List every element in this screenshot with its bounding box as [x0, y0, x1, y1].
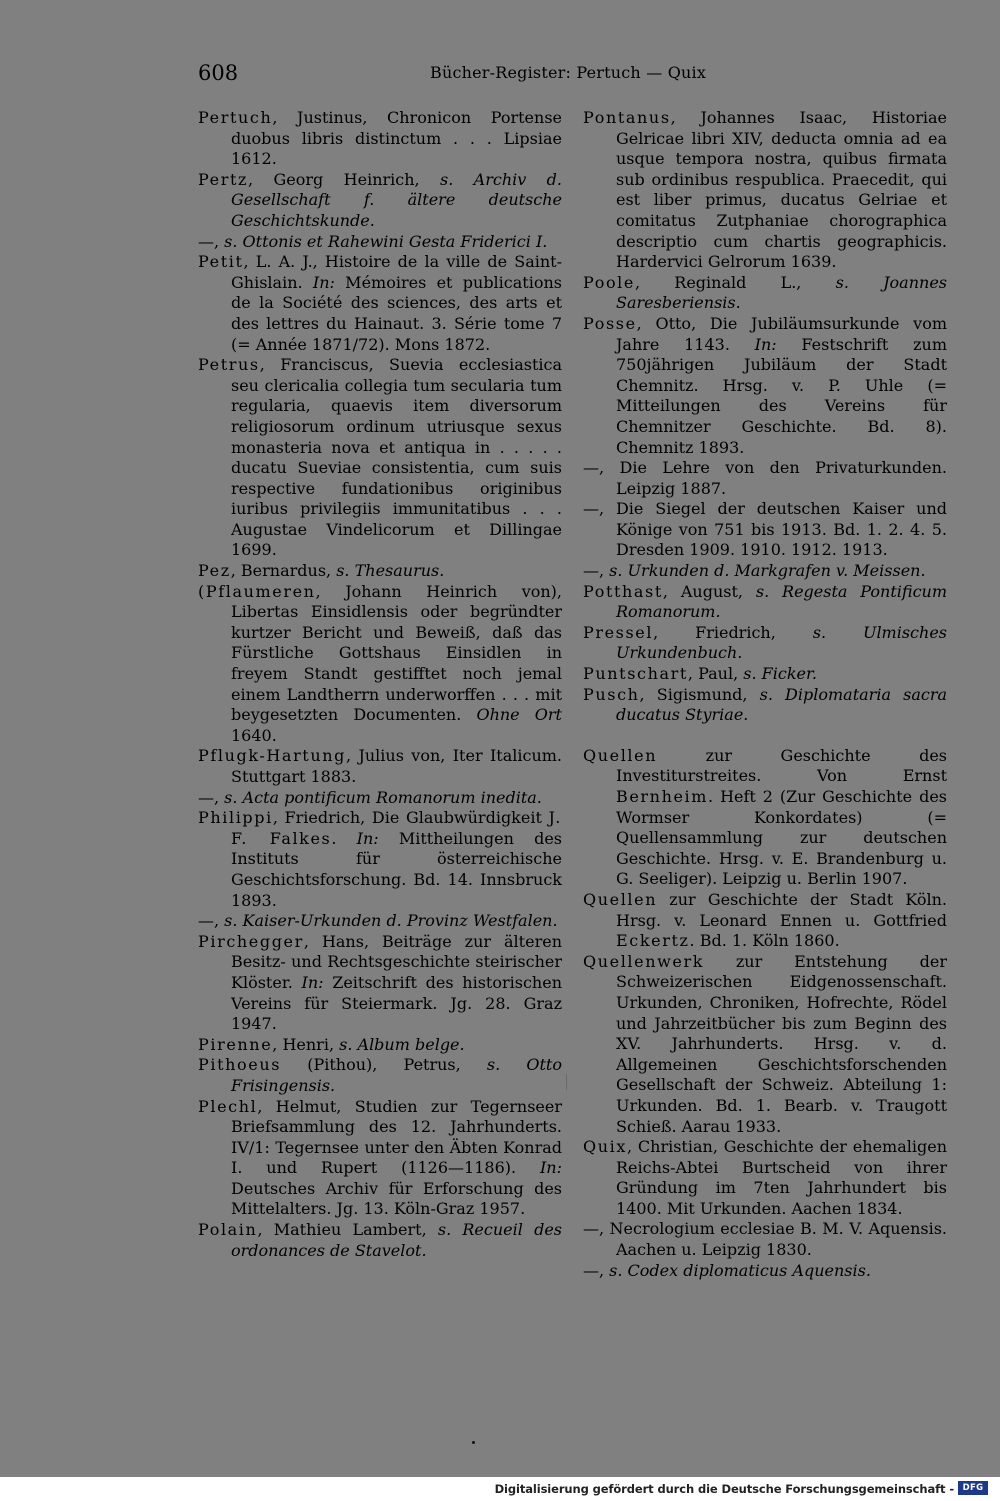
- italic-reference: In:: [356, 828, 379, 848]
- author-name: Pirenne: [198, 1034, 273, 1054]
- author-name: (Pflaumeren: [198, 581, 316, 601]
- author-name: Quix: [583, 1137, 627, 1157]
- italic-reference: s. Thesaurus.: [336, 561, 445, 581]
- entry-text: , Henri,: [272, 1034, 340, 1054]
- entry-text: , August,: [662, 581, 756, 601]
- author-name: Plechl: [198, 1096, 258, 1116]
- author-name: Pertuch: [198, 108, 273, 127]
- bibliography-entry: [198, 170, 562, 232]
- italic-reference: s. Codex diplomaticus Aquensis.: [609, 1260, 871, 1280]
- author-name: Posse: [583, 313, 637, 333]
- author-name: Pusch: [583, 684, 640, 704]
- bibliography-entry: [198, 1097, 562, 1221]
- author-name: Pithoeus: [198, 1055, 282, 1075]
- bibliography-entry: [583, 890, 947, 952]
- footer-bar: [0, 1477, 1000, 1501]
- bibliography-entry: [198, 808, 562, 911]
- entry-text: Deutsches Archiv für Erforschung des Mittelalters. Jg. 13. Köln-Graz 1957.: [231, 1178, 562, 1219]
- entry-text: —, Necrologium ecclesiae B. M. V. Aquensis. Aachen u. Leipzig 1830.: [583, 1219, 947, 1260]
- bibliography-entry: [583, 561, 947, 582]
- column-rule-mark: [566, 1074, 567, 1090]
- italic-reference: s. Acta pontificum Romanorum inedita.: [224, 787, 542, 807]
- entry-text: —,: [198, 231, 225, 251]
- entry-text: —,: [583, 1260, 610, 1280]
- entry-text: , Justinus, Chronicon Portense duobus libris distinctum . . . Lipsiae 1612.: [231, 108, 562, 169]
- author-name: Philippi: [198, 808, 273, 828]
- entry-text: , L. A. J., Histoire de la ville de Saint-Ghislain.: [231, 252, 562, 292]
- bibliography-entry: [583, 582, 947, 623]
- italic-reference: s. Kaiser-Urkunden d. Provinz Westfalen.: [224, 911, 558, 931]
- bibliography-entry: [583, 746, 947, 890]
- dfg-logo: DFG: [958, 1481, 988, 1495]
- bibliography-entry: [198, 582, 562, 747]
- italic-reference: s. Diplomataria sacra ducatus Styriae.: [616, 684, 947, 725]
- author-name: Quellenwerk: [583, 951, 705, 971]
- author-name: Quellen: [583, 889, 658, 909]
- bibliography-entry: [198, 1055, 562, 1096]
- author-name: Eckertz: [616, 931, 690, 951]
- entry-text: —,: [198, 911, 225, 931]
- author-name: Pirchegger: [198, 931, 304, 951]
- entry-text: , Sigismund,: [639, 684, 760, 704]
- author-name: Quellen: [583, 745, 658, 765]
- entry-text: , Johannes Isaac, Historiae Gelricae libri XIV, deducta omnia ad ea usque tempora nostra, quibus firmata sub ordinibus respublica. Praecedit, qui est liber primus, ducatus Gelriae et comitatus Zutphaniae chorographica descriptio cum chartis geographicis. Hardervici Gelrorum 1639.: [616, 108, 947, 272]
- section-gap: [583, 726, 947, 746]
- italic-reference: s. Ulmisches Urkundenbuch.: [616, 622, 948, 663]
- entry-text: , Julius von, Iter Italicum. Stuttgart 1883.: [231, 746, 562, 786]
- author-name: Pontanus: [583, 108, 671, 127]
- entry-text: zur Geschichte der Stadt Köln. Hrsg. v. Leonard Ennen u. Gottfried: [616, 889, 947, 930]
- bibliography-entry: [198, 746, 562, 787]
- entry-text: , Reginald L.,: [634, 272, 836, 292]
- bibliography-entry: [198, 252, 562, 355]
- bibliography-entry: [198, 932, 562, 1035]
- italic-reference: s. Urkunden d. Markgrafen v. Meissen.: [609, 561, 926, 581]
- bibliography-entry: [198, 788, 562, 809]
- entry-text: Mémoires et publications de la Société des sciences, des arts et des lettres du Hainaut. 3. Série tome 7 (= Année 1871/72). Mons 1872.: [231, 272, 562, 354]
- entry-text: . Heft 2 (Zur Geschichte des Wormser Konkordates) (= Quellensammlung zur deutschen Geschichte. Hrsg. v. E. Brandenburg u. G. Seeliger). Leipzig u. Berlin 1907.: [616, 787, 947, 889]
- italic-reference: s. Otto Frisingensis.: [231, 1055, 562, 1095]
- entry-text: zur Geschichte des Investiturstreites. Von Ernst: [616, 745, 947, 786]
- italic-reference: In:: [539, 1158, 562, 1178]
- bibliography-entry: [583, 1137, 947, 1219]
- entry-text: , Helmut, Studien zur Tegernseer Briefsammlung des 12. Jahrhunderts. IV/1: Tegernsee unter den Äbten Konrad I. und Rupert (1126—1186).: [231, 1096, 562, 1178]
- italic-reference: s. Ottonis et Rahewini Gesta Friderici I.: [224, 231, 548, 251]
- italic-reference: s. Album belge.: [339, 1034, 465, 1054]
- italic-reference: s. Regesta Pontificum Romanorum.: [616, 581, 947, 622]
- italic-reference: s. Archiv d. Gesellschaft f. ältere deutsche Geschichtskunde.: [231, 169, 563, 230]
- entry-text: 1640.: [231, 725, 277, 745]
- author-name: Pressel: [583, 622, 654, 642]
- entry-text: , Johann Heinrich von), Libertas Einsidlensis oder begründter kurtzer Bericht und Beweiß, daß das Fürstliche Gottshaus Einsidlen in freyem Standt gestifftet noch jemal einem Landtherrn underworffen . . . mit beygesetzten Documenten.: [231, 581, 562, 725]
- entry-text: , Otto, Die Jubiläumsurkunde vom Jahre 1143.: [616, 313, 947, 354]
- entry-text: —, Die Lehre von den Privaturkunden. Leipzig 1887.: [583, 458, 947, 498]
- italic-reference: In:: [312, 272, 335, 292]
- entry-text: Festschrift zum 750jährigen Jubiläum der Stadt Chemnitz. Hrsg. v. P. Uhle (= Mitteilungen des Vereins für Chemnitzer Geschichte. Bd. 8). Chemnitz 1893.: [616, 334, 947, 457]
- italic-reference: s. Recueil des ordonances de Stavelot.: [231, 1220, 562, 1260]
- author-name: Petit: [198, 252, 244, 272]
- italic-reference: Ohne Ort: [476, 705, 562, 725]
- entry-text: , Mathieu Lambert,: [257, 1220, 438, 1240]
- entry-text: Zeitschrift des historischen Vereins für Steiermark. Jg. 28. Graz 1947.: [231, 972, 562, 1034]
- entry-text: —,: [198, 787, 225, 807]
- entry-text: . Bd. 1. Köln 1860.: [689, 931, 840, 951]
- right-column: [583, 108, 947, 1281]
- bibliography-entry: [198, 561, 562, 582]
- author-name: Petrus: [198, 355, 260, 375]
- entry-text: , Franciscus, Suevia ecclesiastica seu clericalia collegia tum secularia tum regularia, quaevis item diversorum religiosorum ordinum utriusque sexus monasteria nova et antiqua in . . . . . ducatu Sueviae consistentia, cum suis respective fundationibus originibus iuribus privilegiis immunitatibus . . . Augustae Vindelicorum et Dillingae 1699.: [231, 355, 562, 560]
- entry-text: , Hans, Beiträge zur älteren Besitz- und Rechtsgeschichte steirischer Klöster.: [231, 931, 562, 992]
- author-name: J. F. Falkes: [231, 808, 562, 848]
- entry-text: —, Die Siegel der deutschen Kaiser und Könige von 751 bis 1913. Bd. 1. 2. 4. 5. Dresden 1909. 1910. 1912. 1913.: [583, 499, 947, 560]
- entry-text: , Paul,: [687, 664, 744, 684]
- bibliography-entry: [198, 911, 562, 932]
- bibliography-entry: [198, 1220, 562, 1261]
- italic-reference: s. Ficker.: [743, 664, 817, 684]
- bibliography-entry: [583, 1261, 947, 1282]
- entry-text: , Bernardus,: [230, 561, 337, 581]
- bibliography-entry: [198, 1035, 562, 1056]
- digitization-credit: Digitalisierung gefördert durch die Deutsche Forschungsgemeinschaft -: [494, 1482, 954, 1496]
- bibliography-entry: [583, 623, 947, 664]
- entry-text: —,: [583, 561, 610, 581]
- author-name: Puntschart: [583, 664, 688, 684]
- author-name: Pez: [198, 561, 231, 581]
- page-number: 608: [198, 61, 239, 85]
- bibliography-entry: [583, 664, 947, 685]
- entry-text: zur Entstehung der Schweizerischen Eidgenossenschaft. Urkunden, Chroniken, Hofrechte, Rödel und Jahrzeitbücher bis zum Beginn des XV. Jahrhunderts. Hrsg. v. d. Allgemeinen Geschichtsforschenden Gesellschaft der Schweiz. Abteilung 1: Urkunden. Bd. 1. Bearb. v. Traugott Schieß. Aarau 1933.: [616, 951, 947, 1136]
- author-name: Bernheim: [616, 787, 709, 806]
- author-name: Poole: [583, 272, 635, 292]
- bibliography-entry: [583, 458, 947, 499]
- entry-text: , Georg Heinrich,: [248, 169, 440, 189]
- italic-reference: In:: [301, 972, 324, 992]
- bibliography-entry: [583, 499, 947, 561]
- bibliography-entry: [583, 952, 947, 1137]
- author-name: Potthast: [583, 581, 663, 601]
- bibliography-entry: [198, 355, 562, 561]
- bibliography-entry: [583, 685, 947, 726]
- entry-text: (Pithou), Petrus,: [281, 1055, 487, 1075]
- author-name: Pertz: [198, 169, 249, 189]
- author-name: Polain: [198, 1220, 258, 1240]
- running-head: Bücher-Register: Pertuch — Quix: [430, 63, 707, 82]
- entry-text: , Friedrich,: [653, 622, 813, 642]
- entry-text: .: [331, 828, 357, 848]
- bibliography-entry: [198, 232, 562, 253]
- entry-text: , Christian, Geschichte der ehemaligen Reichs-Abtei Burtscheid von ihrer Gründung im 7ten Jahrhundert bis 1400. Mit Urkunden. Aachen 1834.: [616, 1137, 947, 1218]
- bibliography-entry: [198, 108, 562, 170]
- bibliography-entry: [583, 1219, 947, 1260]
- left-column: [198, 108, 562, 1261]
- bibliography-entry: [583, 314, 947, 458]
- italic-reference: s. Joannes Saresberiensis.: [616, 272, 948, 313]
- italic-reference: In:: [754, 334, 777, 354]
- entry-text: Mittheilungen des Instituts für österreichische Geschichtsforschung. Bd. 14. Innsbruck 1893.: [231, 828, 562, 910]
- bibliography-entry: [583, 273, 947, 314]
- entry-text: , Friedrich, Die Glaubwürdigkeit: [272, 808, 549, 828]
- bibliography-entry: [583, 108, 947, 273]
- author-name: Pflugk-Hartung: [198, 746, 346, 766]
- page-dot-mark: [472, 1441, 475, 1444]
